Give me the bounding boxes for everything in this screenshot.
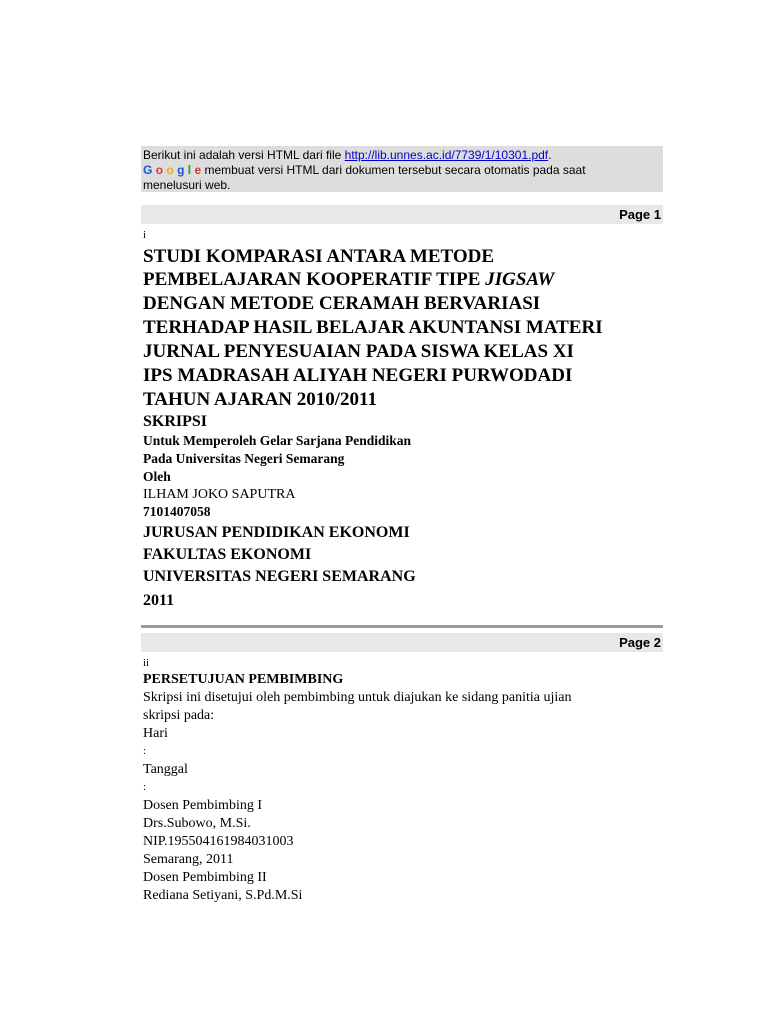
- title-line-6: IPS MADRASAH ALIYAH NEGERI PURWODADI: [143, 365, 573, 386]
- page-1-bar: Page 1: [141, 205, 663, 224]
- title-line-2: PEMBELAJARAN KOOPERATIF TIPE JIGSAW: [143, 269, 555, 290]
- google-letter: l: [187, 163, 192, 177]
- page-2-roman: ii: [143, 657, 150, 669]
- student-number: 7101407058: [143, 504, 211, 519]
- date-label: Tanggal: [143, 762, 188, 777]
- doc-type: SKRIPSI: [143, 413, 208, 430]
- notice-line-1: Berikut ini adalah versi HTML dari file http://lib.unnes.ac.id/7739/1/10301.pdf.: [143, 148, 552, 162]
- author-name: ILHAM JOKO SAPUTRA: [143, 487, 296, 502]
- approval-paragraph-2: skripsi pada:: [143, 708, 215, 723]
- title-line-3: DENGAN METODE CERAMAH BERVARIASI: [143, 293, 541, 314]
- title-italic: JIGSAW: [485, 269, 555, 290]
- google-letter: o: [166, 163, 174, 177]
- university: UNIVERSITAS NEGERI SEMARANG: [143, 568, 416, 585]
- page-divider: [141, 625, 663, 628]
- source-pdf-link[interactable]: http://lib.unnes.ac.id/7739/1/10301.pdf: [344, 148, 549, 162]
- page-1-roman: i: [143, 229, 147, 241]
- purpose-line-1: Untuk Memperoleh Gelar Sarjana Pendidikan: [143, 433, 412, 448]
- google-letter: e: [194, 163, 202, 177]
- cache-notice: [141, 146, 663, 192]
- advisor-2-name: Rediana Setiyani, S.Pd.M.Si: [143, 888, 303, 903]
- google-letter: o: [155, 163, 164, 177]
- year: 2011: [143, 592, 175, 609]
- by-label: Oleh: [143, 469, 171, 484]
- title-line-4: TERHADAP HASIL BELAJAR AKUNTANSI MATERI: [143, 317, 603, 338]
- advisor-1-role: Dosen Pembimbing I: [143, 798, 262, 813]
- title-line-1: STUDI KOMPARASI ANTARA METODE: [143, 246, 495, 267]
- title-line-7: TAHUN AJARAN 2010/2011: [143, 389, 377, 410]
- notice-line-3: menelusuri web.: [143, 178, 231, 192]
- place-date: Semarang, 2011: [143, 852, 234, 867]
- approval-heading: PERSETUJUAN PEMBIMBING: [143, 672, 344, 687]
- advisor-2-role: Dosen Pembimbing II: [143, 870, 267, 885]
- purpose-line-2: Pada Universitas Negeri Semarang: [143, 451, 345, 466]
- google-logo: [143, 163, 201, 177]
- page-2-bar: Page 2: [141, 633, 663, 652]
- google-letter: g: [177, 163, 185, 177]
- day-label: Hari: [143, 726, 168, 741]
- advisor-1-name: Drs.Subowo, M.Si.: [143, 816, 251, 831]
- date-colon: :: [143, 781, 147, 793]
- google-letter: G: [143, 163, 153, 177]
- notice-line-2: G o o g l e membuat versi HTML dari dokumen tersebut secara otomatis pada saat: [143, 163, 586, 177]
- title-line-5: JURNAL PENYESUAIAN PADA SISWA KELAS XI: [143, 341, 574, 362]
- advisor-1-nip: NIP.195504161984031003: [143, 834, 294, 849]
- department: JURUSAN PENDIDIKAN EKONOMI: [143, 524, 410, 541]
- day-colon: :: [143, 745, 147, 757]
- faculty: FAKULTAS EKONOMI: [143, 546, 312, 563]
- approval-paragraph-1: Skripsi ini disetujui oleh pembimbing untuk diajukan ke sidang panitia ujian: [143, 690, 572, 705]
